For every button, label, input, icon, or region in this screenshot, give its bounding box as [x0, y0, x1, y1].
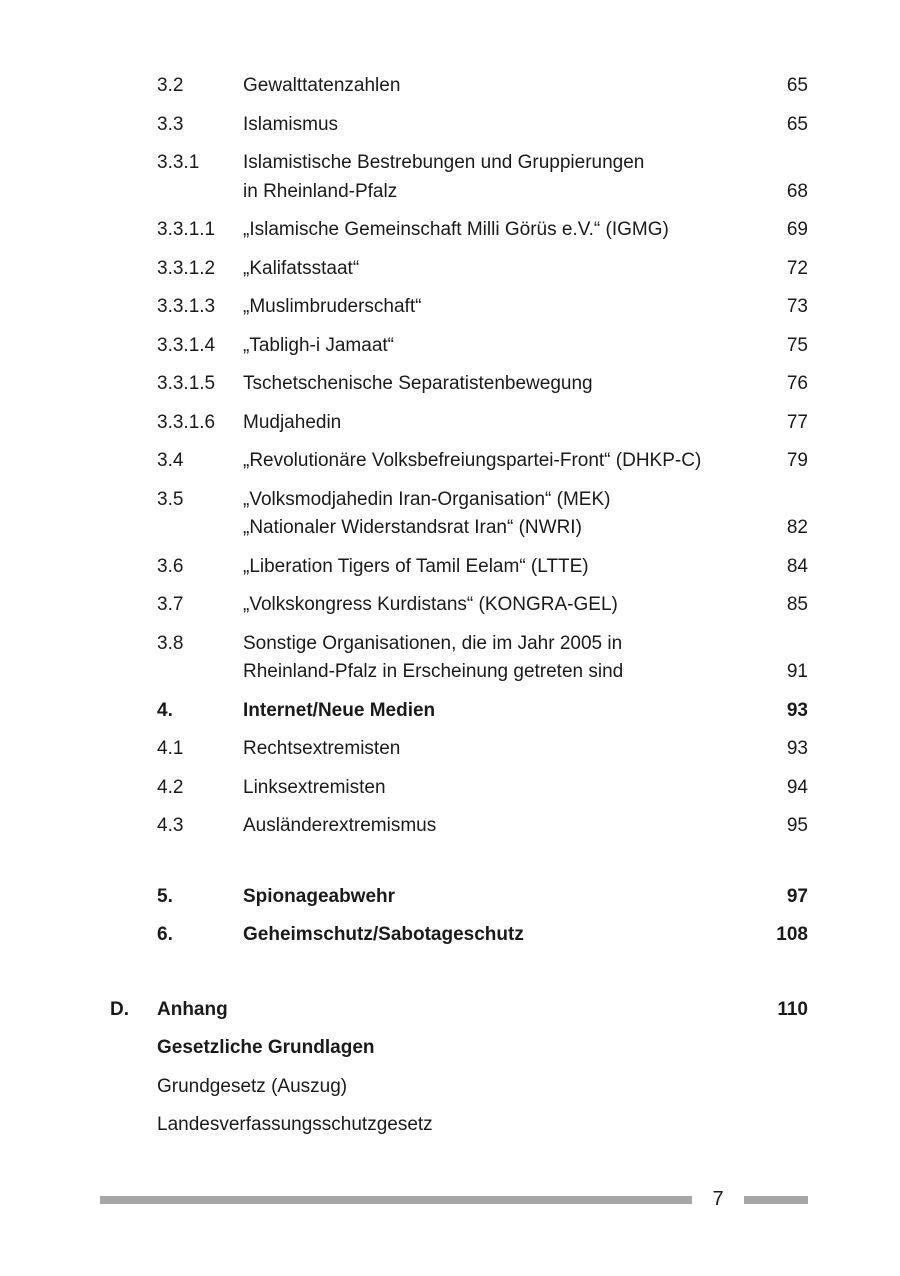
toc-entry-title: „Kalifatsstaat“ [243, 257, 360, 279]
toc-entry-title: Sonstige Organisationen, die im Jahr 2005 in Rheinland-Pfalz in Erscheinung getreten sind [243, 632, 624, 682]
toc-entry-title: Linksextremisten [243, 776, 386, 798]
toc-entry [110, 149, 808, 206]
toc-entry-title: Internet/Neue Medien [243, 699, 436, 721]
toc-entry-title: „Tabligh-i Jamaat“ [243, 334, 394, 356]
toc-entry-page: 72 [786, 257, 808, 279]
toc-entry-title: Gesetzliche Grundlagen [157, 1037, 375, 1058]
toc-entry-number: 4.3 [157, 815, 184, 836]
toc-list [110, 72, 808, 1150]
toc-entry-number: 4. [157, 699, 173, 721]
toc-entry-number: 3.3.1.6 [157, 411, 216, 433]
toc-entry [110, 1073, 808, 1102]
toc-entry [110, 630, 808, 687]
toc-entry-number: 3.6 [157, 555, 184, 577]
toc-entry [110, 996, 808, 1025]
toc-entry [110, 1111, 808, 1140]
toc-entry-title: Spionageabwehr [243, 885, 396, 907]
toc-entry-title: Rechtsextremisten [243, 738, 401, 759]
toc-entry [110, 447, 808, 476]
toc-entry-number: 5. [157, 885, 173, 907]
toc-entry [110, 921, 808, 950]
toc-entry-title: „Liberation Tigers of Tamil Eelam“ (LTTE) [243, 555, 589, 577]
toc-entry-page: 84 [786, 555, 808, 577]
page-footer [100, 1188, 808, 1211]
toc-entry-title: Geheimschutz/Sabotageschutz [243, 924, 524, 945]
toc-entry-title: Landesverfassungsschutzgesetz [157, 1114, 433, 1135]
toc-entry-page: 91 [786, 661, 808, 682]
toc-entry-title: Grundgesetz (Auszug) [157, 1075, 348, 1097]
toc-entry-title: „Volkskongress Kurdistans“ (KONGRA-GEL) [243, 594, 618, 615]
toc-entry [110, 1034, 808, 1063]
toc-entry-page: 69 [786, 219, 808, 240]
toc-entry-title: Islamistische Bestrebungen und Gruppierungen in Rheinland-Pfalz [243, 152, 645, 202]
page-number: 7 [712, 1188, 724, 1210]
toc-entry-title: Islamismus [243, 113, 339, 135]
footer-rule-left [100, 1196, 692, 1204]
toc-entry-page: 68 [786, 180, 808, 202]
toc-entry-page: 75 [786, 334, 808, 356]
toc-entry [110, 409, 808, 438]
toc-entry [110, 255, 808, 284]
toc-entry-title: „Revolutionäre Volksbefreiungspartei-Front“ (DHKP-C) [243, 450, 702, 471]
toc-entry-page: 79 [786, 450, 808, 471]
toc-entry-title: Tschetschenische Separatistenbewegung [243, 373, 593, 394]
toc-entry-number: 3.5 [157, 488, 184, 510]
footer-rule-right [744, 1196, 808, 1204]
toc-entry-page: 93 [786, 699, 808, 721]
toc-entry-number: 3.7 [157, 594, 184, 615]
toc-entry-page: 65 [786, 75, 808, 96]
toc-entry-page: 110 [777, 998, 808, 1020]
toc-entry-number: 3.3.1.3 [157, 296, 216, 317]
toc-entry-page: 93 [786, 738, 808, 759]
toc-entry [110, 883, 808, 912]
toc-entry [110, 553, 808, 582]
toc-entry [110, 72, 808, 101]
toc-entry [110, 812, 808, 841]
toc-entry-number: 3.8 [157, 632, 184, 654]
toc-entry-number: 4.1 [157, 738, 184, 759]
toc-entry [110, 486, 808, 543]
toc-entry-number: 4.2 [157, 776, 184, 798]
toc-entry-title: „Muslimbruderschaft“ [243, 296, 422, 317]
toc-entry [110, 591, 808, 620]
toc-entry [110, 111, 808, 140]
toc-entry-title: Anhang [157, 998, 228, 1020]
toc-entry-number: 3.3.1.2 [157, 257, 216, 279]
toc-entry-page: 95 [786, 815, 808, 836]
toc-entry-number: 3.3.1.1 [157, 219, 216, 240]
toc-entry-page: 108 [776, 924, 808, 945]
toc-entry [110, 216, 808, 245]
toc-entry-title: „Volksmodjahedin Iran-Organisation“ (MEK) „Nationaler Widerstandsrat Iran“ (NWRI) [243, 488, 611, 538]
toc-entry-page: 77 [786, 411, 808, 433]
toc-entry-page: 73 [786, 296, 808, 317]
toc-entry-page: 97 [786, 885, 808, 907]
toc-entry-page: 76 [786, 373, 808, 394]
toc-entry-number: 3.3.1 [157, 152, 200, 173]
toc-entry-page: 94 [786, 776, 808, 798]
toc-entry-title: Mudjahedin [243, 411, 342, 433]
toc-entry-letter: D. [110, 998, 129, 1020]
toc-entry [110, 697, 808, 726]
toc-entry-number: 3.2 [157, 75, 184, 96]
toc-entry-number: 3.3.1.5 [157, 373, 216, 394]
toc-entry-page: 82 [786, 517, 808, 538]
toc-entry [110, 735, 808, 764]
toc-entry-page: 65 [786, 113, 808, 135]
toc-entry [110, 370, 808, 399]
toc-entry-title: Ausländerextremismus [243, 815, 437, 836]
toc-entry [110, 293, 808, 322]
toc-entry [110, 774, 808, 803]
toc-entry-number: 3.3 [157, 113, 184, 135]
toc-entry-title: „Islamische Gemeinschaft Milli Görüs e.V.“ (IGMG) [243, 219, 669, 240]
toc-entry-number: 6. [157, 924, 173, 945]
toc-entry-number: 3.3.1.4 [157, 334, 216, 356]
toc-entry [110, 332, 808, 361]
toc-entry-page: 85 [786, 594, 808, 615]
toc-entry-title: Gewalttatenzahlen [243, 75, 401, 96]
toc-entry-number: 3.4 [157, 450, 184, 471]
